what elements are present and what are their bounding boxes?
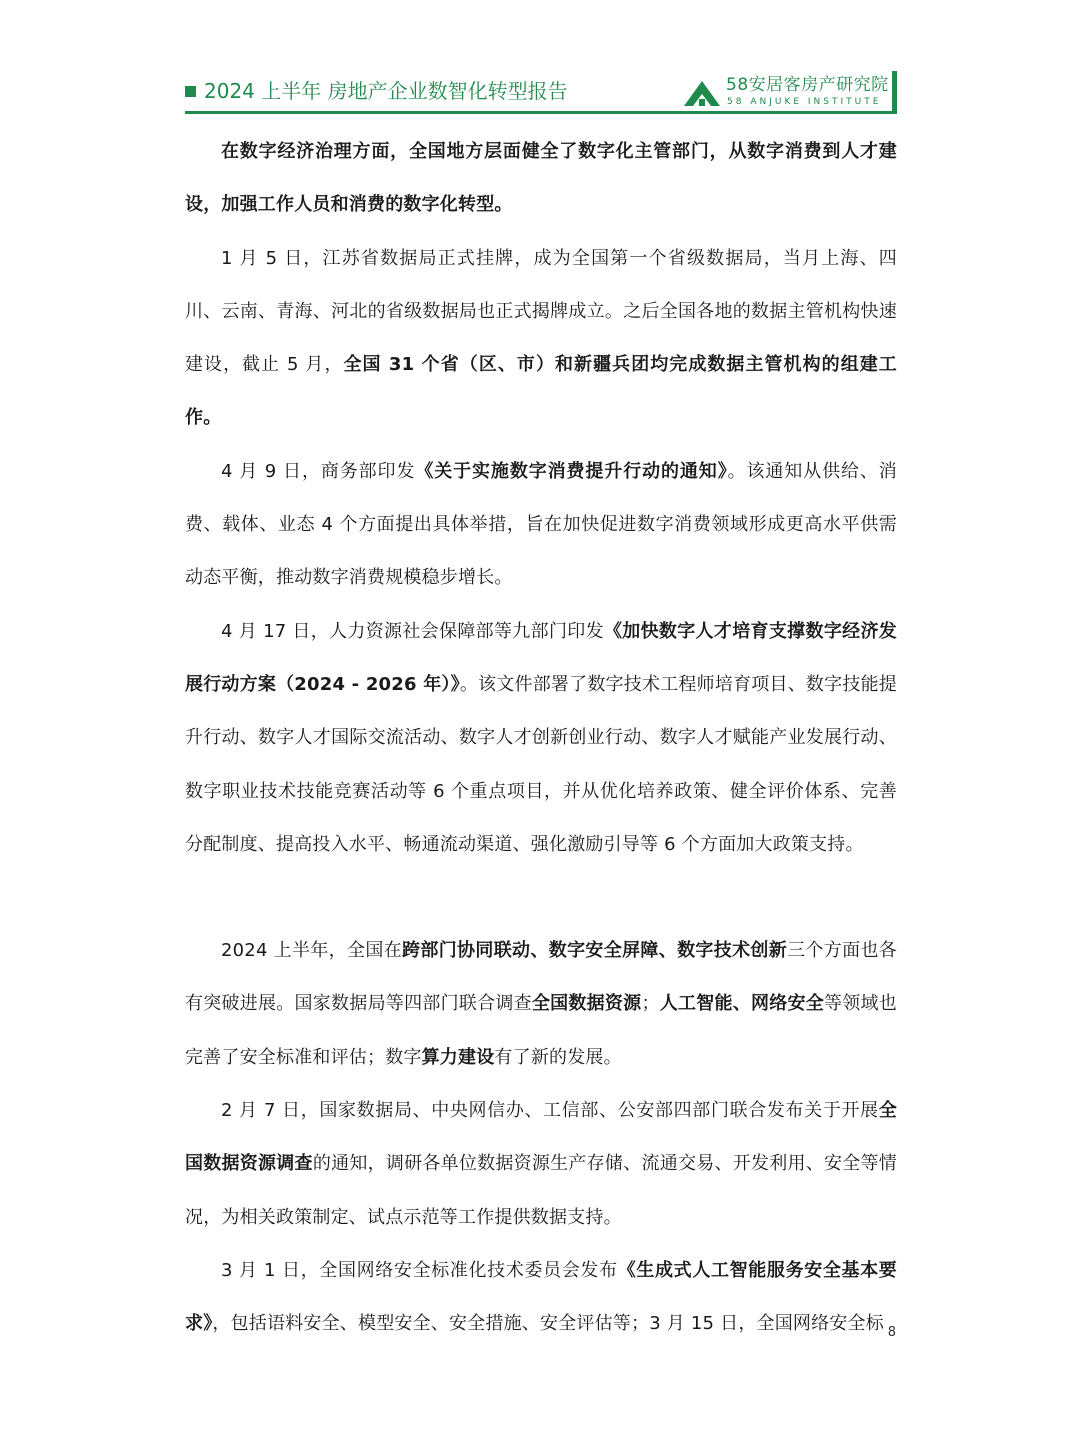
- header-rule: [185, 111, 897, 114]
- text-segment: 3 月 1 日，全国网络安全标准化技术委员会发布: [221, 1259, 618, 1281]
- paragraph: [185, 125, 897, 232]
- bold-text-segment: 全国数据资源: [531, 993, 642, 1015]
- bold-text-segment: 《关于实施数字消费提升行动的通知》: [415, 460, 728, 482]
- text-segment: 。该通知从供给、消费、载体、业态 4 个方面提出具体举措，旨在加快促进数字消费领域形成更高水平供需动态平衡，推动数字消费规模稳步增长。: [185, 460, 897, 589]
- text-segment: 三个方面也各有突破进展。国家数据局等四部门联合调查: [185, 940, 897, 1015]
- paragraph: [185, 605, 897, 871]
- house-logo-icon: [682, 78, 722, 108]
- text-segment: 4 月 9 日，商务部印发: [221, 460, 416, 482]
- text-segment: 1 月 5 日，江苏省数据局正式挂牌，成为全国第一个省级数据局，当月上海、四川、云南、青海、河北的省级数据局也正式揭牌成立。之后全国各地的数据主管机构快速建设，截止 5 月，: [185, 247, 897, 376]
- bold-text-segment: 算力建设: [421, 1046, 495, 1068]
- bold-text-segment: 在数字经济治理方面，全国地方层面健全了数字化主管部门，从数字消费到人才建设，加强工作人员和消费的数字化转型。: [185, 141, 897, 216]
- bold-text-segment: 《加快数字人才培育支撑数字经济发展行动方案（2024 - 2026 年）》: [185, 620, 897, 695]
- text-segment: 2024 上半年，全国在: [221, 940, 403, 962]
- text-segment: 4 月 17 日，人力资源社会保障部等九部门印发: [221, 620, 604, 642]
- institute-logo: [682, 71, 897, 113]
- page-number: 8: [887, 1325, 896, 1340]
- document-body: [185, 125, 897, 1351]
- text-segment: 有了新的发展。: [494, 1046, 622, 1068]
- paragraph: [185, 445, 897, 605]
- logo-bar: [892, 71, 897, 113]
- text-segment: ；: [641, 993, 660, 1015]
- text-segment: 。该文件部署了数字技术工程师培育项目、数字技能提升行动、数字人才国际交流活动、数字人才创新创业行动、数字人才赋能产业发展行动、数字职业技术技能竞赛活动等 6 个重点项目，并从优化培养政策、健全评价体系、完善分配制度、提高投入水平、畅通流动渠道、强化激励引导等 6 个方面加大政策支持。: [185, 673, 897, 855]
- paragraph: [185, 1244, 897, 1351]
- paragraph: [185, 924, 897, 1084]
- header-title: 2024 上半年 房地产企业数智化转型报告: [204, 79, 568, 103]
- text-segment: ，包括语料安全、模型安全、安全措施、安全评估等；3 月 15 日，全国网络安全标: [212, 1313, 884, 1335]
- bold-text-segment: 全国 31 个省（区、市）和新疆兵团均完成数据主管机构的组建工作。: [185, 354, 897, 429]
- text-segment: 2 月 7 日，国家数据局、中央网信办、工信部、公安部四部门联合发布关于开展: [221, 1100, 879, 1122]
- text-segment: 等领域也完善了安全标准和评估；数字: [185, 993, 897, 1068]
- bold-text-segment: 《生成式人工智能服务安全基本要求》: [185, 1259, 898, 1335]
- page-header: [185, 66, 897, 114]
- logo-subtitle: 58 ANJUKE INSTITUTE: [727, 97, 882, 107]
- text-segment: 的通知，调研各单位数据资源生产存储、流通交易、开发利用、安全等情况，为相关政策制定、试点示范等工作提供数据支持。: [185, 1153, 897, 1228]
- paragraph-spacer: [185, 871, 897, 924]
- paragraph: [185, 232, 897, 445]
- header-square-icon: [185, 86, 196, 97]
- bold-text-segment: 全国数据资源调查: [185, 1100, 897, 1175]
- bold-text-segment: 跨部门协同联动、数字安全屏障、数字技术创新: [402, 940, 788, 962]
- bold-text-segment: 人工智能、网络安全: [659, 993, 825, 1015]
- paragraph: [185, 1084, 897, 1244]
- logo-name: 58安居客房产研究院: [726, 75, 889, 95]
